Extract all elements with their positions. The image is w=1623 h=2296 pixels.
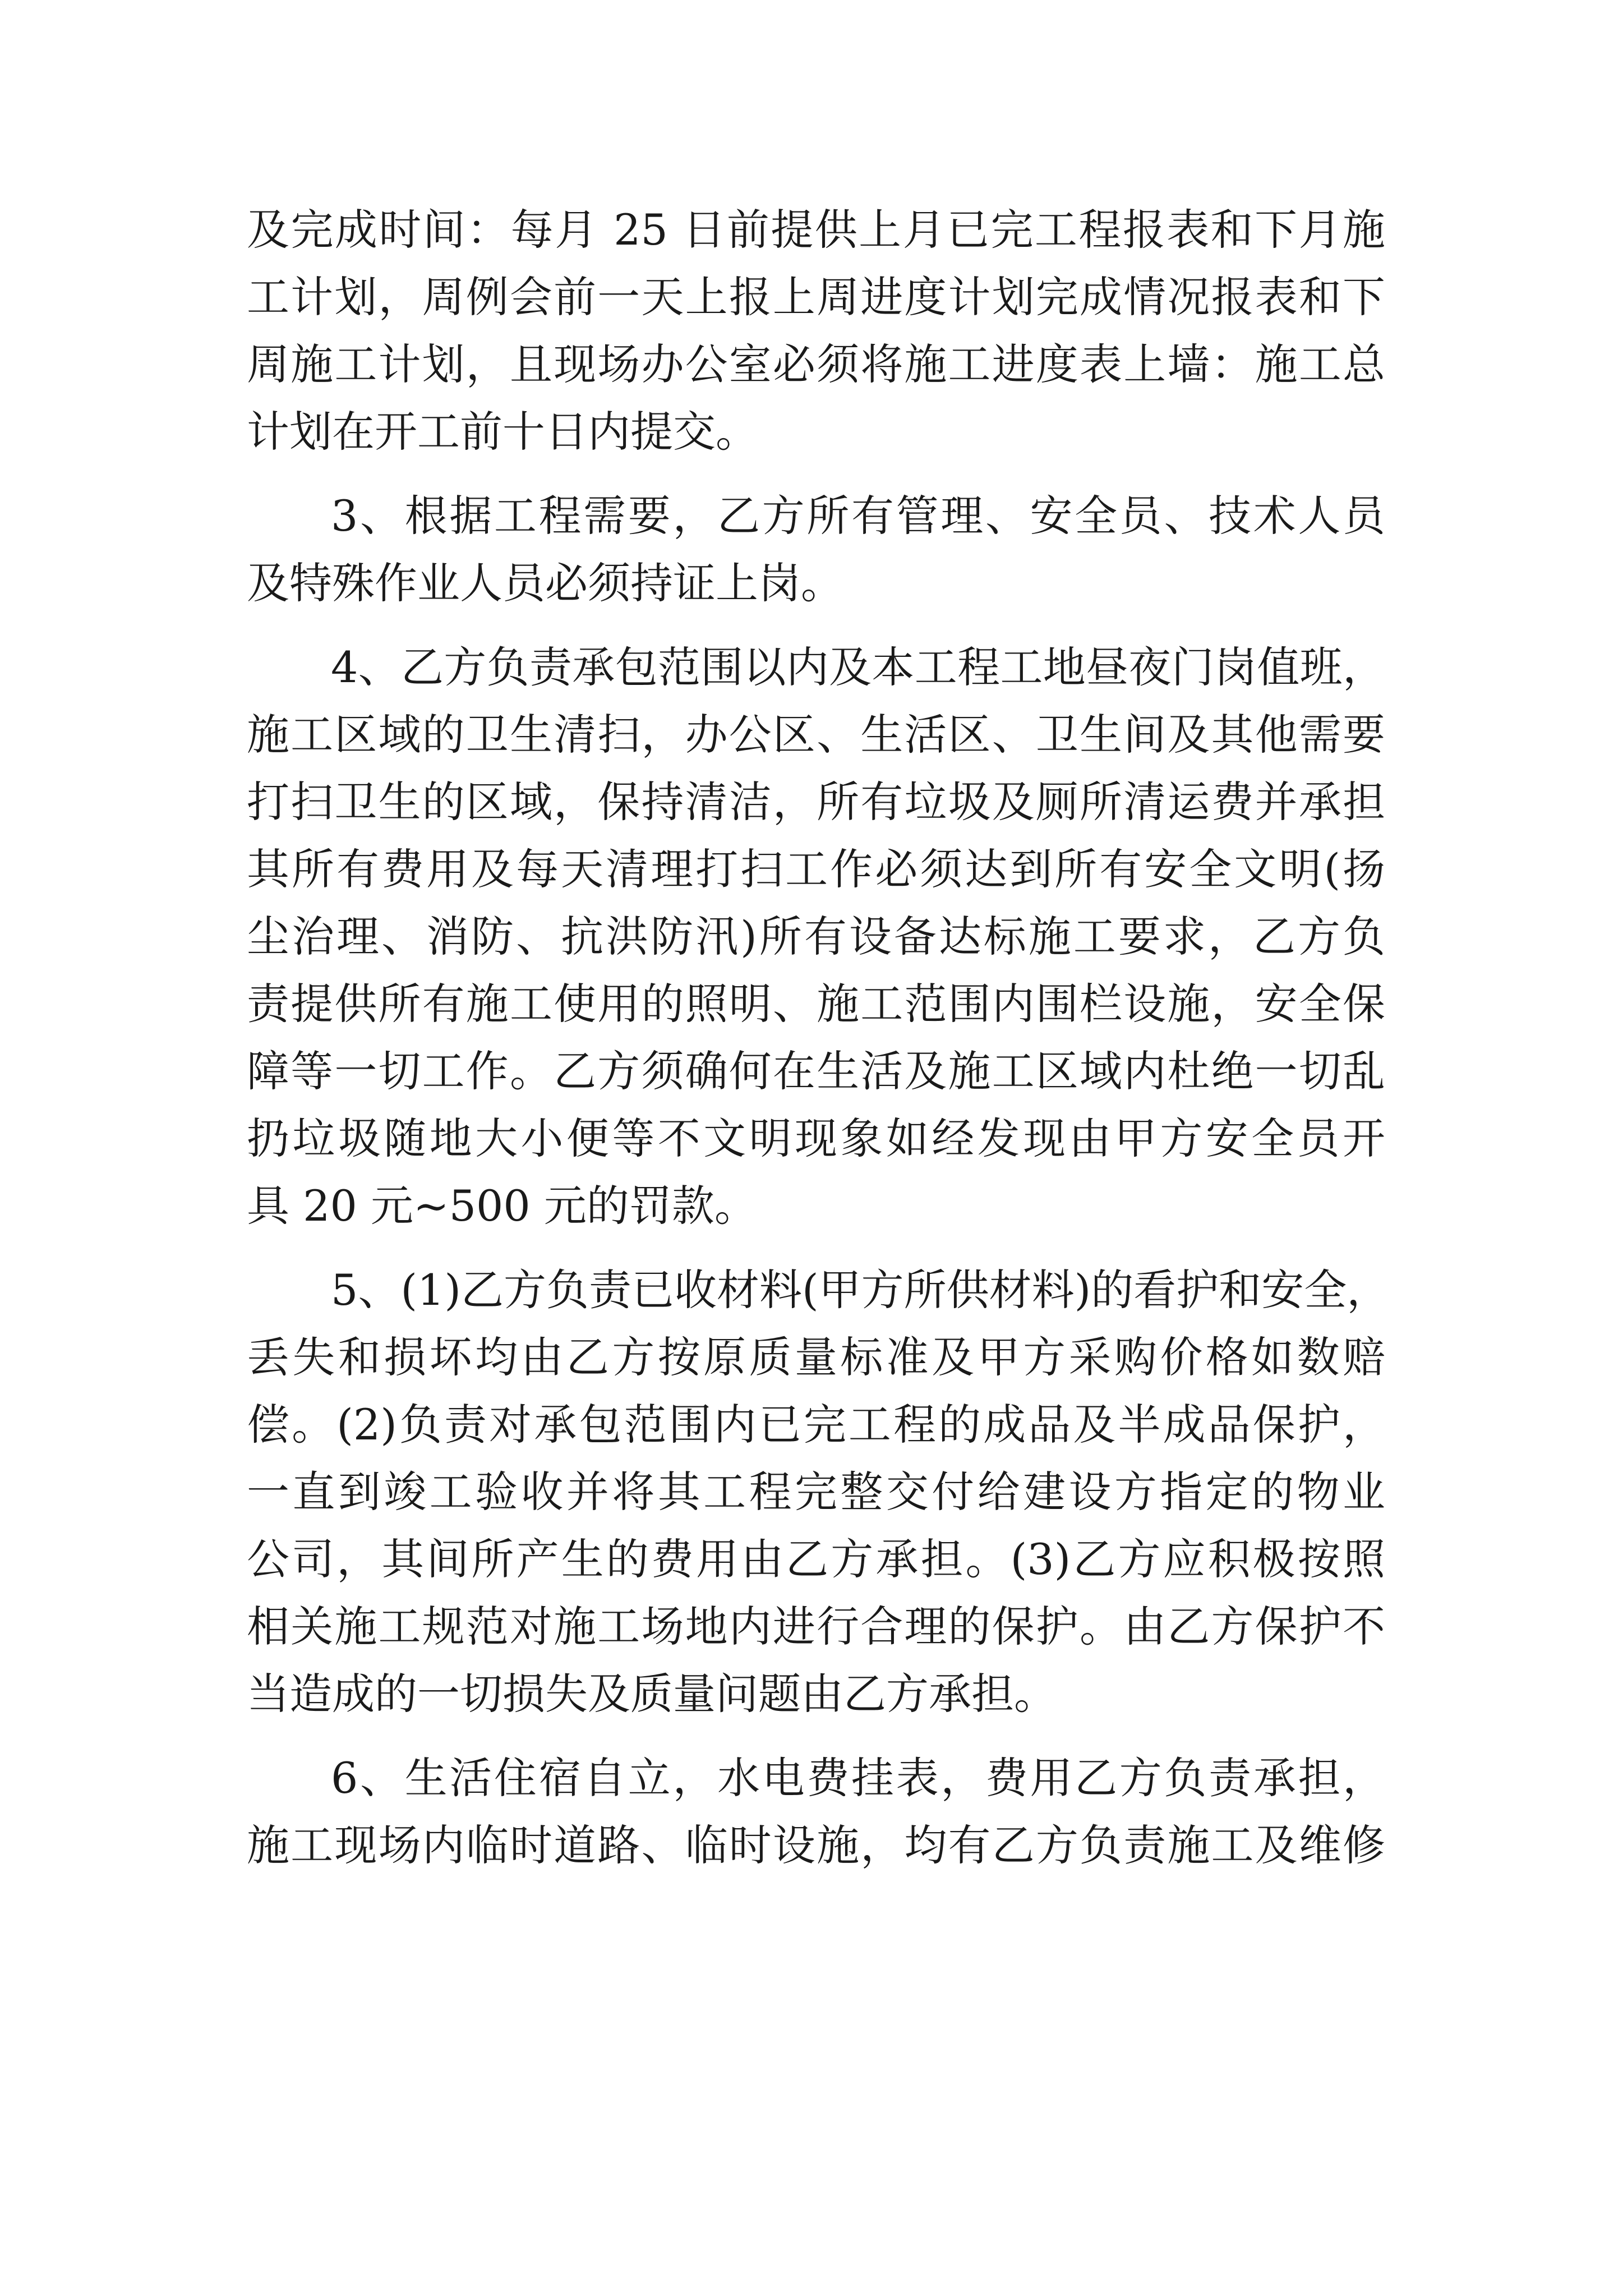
text-line: 施工区域的卫生清扫，办公区、生活区、卫生间及其他需要	[247, 710, 1385, 760]
text-line: 及特殊作业人员必须持证上岗。	[247, 558, 843, 608]
text-line: 3、根据工程需要，乙方所有管理、安全员、技术人员	[331, 491, 1385, 541]
text-line: 其所有费用及每天清理打扫工作必须达到所有安全文明(扬	[247, 844, 1385, 894]
text-line: 障等一切工作。乙方须确何在生活及施工区域内杜绝一切乱	[247, 1046, 1385, 1096]
text-line: 当造成的一切损失及质量问题由乙方承担。	[247, 1669, 1057, 1719]
text-line: 工计划，周例会前一天上报上周进度计划完成情况报表和下	[247, 272, 1385, 322]
text-line: 责提供所有施工使用的照明、施工范围内围栏设施，安全保	[247, 979, 1385, 1029]
text-line: 周施工计划，且现场办公室必须将施工进度表上墙：施工总	[247, 339, 1385, 389]
text-line: 打扫卫生的区域，保持清洁，所有垃圾及厕所清运费并承担	[247, 777, 1385, 827]
text-line: 及完成时间：每月 25 日前提供上月已完工程报表和下月施	[247, 205, 1385, 255]
text-line: 计划在开工前十日内提交。	[247, 407, 758, 457]
text-line: 施工现场内临时道路、临时设施，均有乙方负责施工及维修	[247, 1820, 1385, 1870]
text-line: 具 20 元~500 元的罚款。	[247, 1181, 757, 1231]
text-line: 尘治理、消防、抗洪防汛)所有设备达标施工要求，乙方负	[247, 912, 1385, 961]
text-line: 扔垃圾随地大小便等不文明现象如经发现由甲方安全员开	[247, 1114, 1385, 1163]
text-line: 6、生活住宿自立，水电费挂表，费用乙方负责承担，	[331, 1753, 1385, 1803]
text-line: 4、乙方负责承包范围以内及本工程工地昼夜门岗值班，	[331, 642, 1385, 692]
text-line: 相关施工规范对施工场地内进行合理的保护。由乙方保护不	[247, 1602, 1385, 1651]
text-line: 偿。(2)负责对承包范围内已完工程的成品及半成品保护，	[247, 1400, 1385, 1450]
text-line: 5、(1)乙方负责已收材料(甲方所供材料)的看护和安全，	[331, 1265, 1390, 1315]
text-line: 公司，其间所产生的费用由乙方承担。(3)乙方应积极按照	[247, 1534, 1385, 1584]
text-line: 一直到竣工验收并将其工程完整交付给建设方指定的物业	[247, 1467, 1385, 1517]
text-line: 丢失和损坏均由乙方按原质量标准及甲方采购价格如数赔	[247, 1332, 1385, 1382]
